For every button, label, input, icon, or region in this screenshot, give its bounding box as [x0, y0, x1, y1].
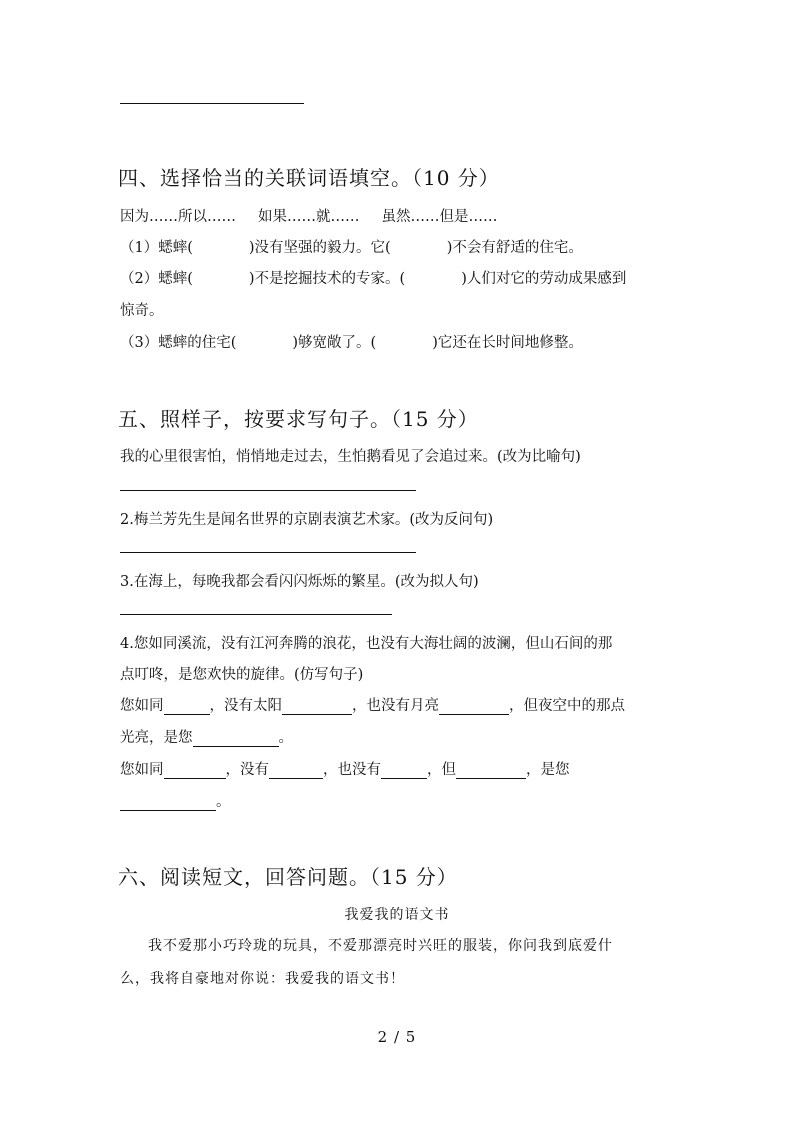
section-5-heading: 五、照样子，按要求写句子。（15 分）: [118, 407, 479, 431]
answer-line[interactable]: [120, 552, 416, 553]
section-4-heading: 四、选择恰当的关联词语填空。（10 分）: [118, 166, 500, 190]
fill-blank[interactable]: [439, 699, 509, 715]
question-5-4-line2: 点叮咚，是您欢快的旋律。(仿写句子): [120, 667, 364, 683]
answer-line[interactable]: [120, 614, 392, 615]
passage-line-1: 我不爱那小巧玲珑的玩具，不爱那漂亮时兴旺的服装，你问我到底爱什: [148, 938, 613, 954]
option-1: 因为……所以……: [120, 209, 236, 225]
fill-blank[interactable]: [381, 763, 427, 779]
fill-blank[interactable]: [164, 763, 226, 779]
page-number: 2 / 5: [377, 1028, 417, 1046]
question-4-3: （3）蟋蟀的住宅( )够宽敞了。( )它还在长时间地修整。: [120, 335, 583, 351]
section-6-heading: 六、阅读短文，回答问题。（15 分）: [118, 865, 458, 889]
imitation-line-2: 光亮，是您 。: [120, 730, 293, 746]
imitation-line-3: 您如同 ，没有 ，也没有 ，但 ，是您: [120, 762, 570, 778]
fill-blank[interactable]: [164, 699, 210, 715]
fill-blank[interactable]: [269, 763, 323, 779]
question-5-2: 2.梅兰芳先生是闻名世界的京剧表演艺术家。(改为反问句): [120, 512, 494, 528]
imitation-line-4: 。: [120, 790, 231, 811]
question-4-2: （2）蟋蟀( )不是挖掘技术的专家。( )人们对它的劳动成果感到: [120, 271, 627, 287]
fill-blank[interactable]: [456, 763, 526, 779]
option-3: 虽然……但是……: [381, 209, 498, 225]
fill-blank[interactable]: [120, 795, 216, 811]
option-2: 如果……就……: [258, 209, 360, 225]
question-5-1: 我的心里很害怕，悄悄地走过去，生怕鹅看见了会追过来。(改为比喻句): [120, 449, 581, 465]
conjunction-options: [120, 205, 498, 226]
question-5-4-line1: 4.您如同溪流，没有江河奔腾的浪花，也没有大海壮阔的波澜，但山石间的那: [120, 636, 613, 652]
answer-line[interactable]: [120, 490, 416, 491]
fill-blank[interactable]: [282, 699, 352, 715]
passage-line-2: 么，我将自豪地对你说：我爱我的语文书！: [120, 971, 405, 987]
question-5-3: 3.在海上，每晚我都会看闪闪烁烁的繁星。(改为拟人句): [120, 574, 479, 590]
imitation-line-1: 您如同 ，没有太阳 ，也没有月亮 ，但夜空中的那点: [120, 698, 625, 714]
fill-blank[interactable]: [193, 731, 279, 747]
question-4-1: （1）蟋蟀( )没有坚强的毅力。它( )不会有舒适的住宅。: [120, 240, 583, 256]
answer-line[interactable]: [120, 103, 304, 104]
passage-title: 我爱我的语文书: [344, 907, 450, 923]
question-4-2-cont: 惊奇。: [120, 303, 164, 319]
